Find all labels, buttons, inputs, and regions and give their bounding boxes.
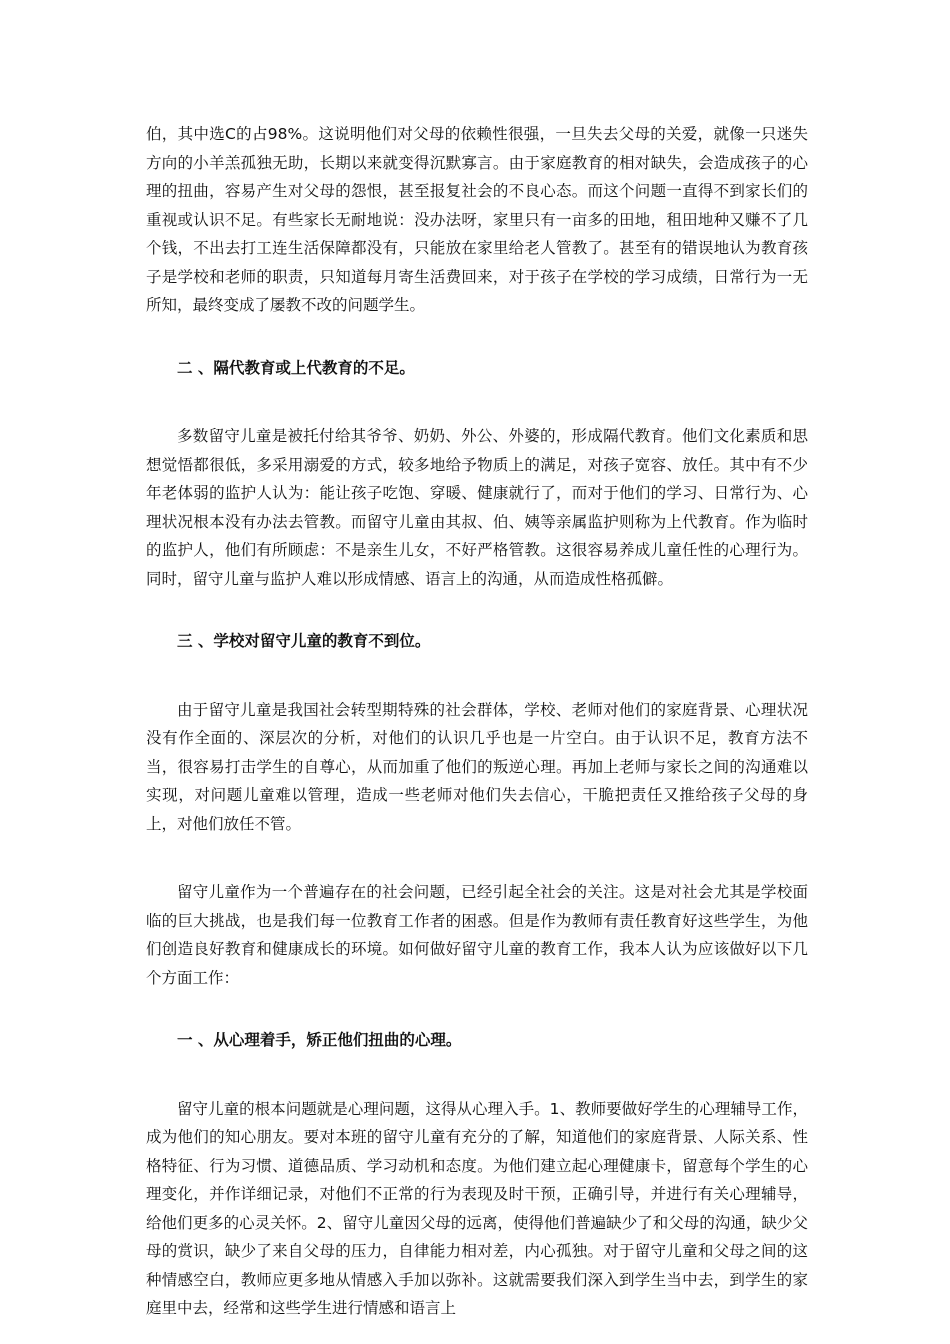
- body-paragraph: 留守儿童的根本问题就是心理问题，这得从心理入手。1、教师要做好学生的心理辅导工作，成为他们的知心朋友。要对本班的留守儿童有充分的了解，知道他们的家庭背景、人际关系、性格特征、行为习惯、道德品质、学习动机和态度。为他们建立起心理健康卡，留意每个学生的心理变化，并作详细记录，对他们不正常的行为表现及时干预，正确引导，并进行有关心理辅导，给他们更多的心灵关怀。2、留守儿童因父母的远离，使得他们普遍缺少了和父母的沟通，缺少父母的赏识，缺少了来自父母的压力，自律能力相对差，内心孤独。对于留守儿童和父母之间的这种情感空白，教师应更多地从情感入手加以弥补。这就需要我们深入到学生当中去，到学生的家庭里中去，经常和这些学生进行情感和语言上: [146, 1099, 808, 1317]
- spacer: [146, 593, 808, 627]
- spacer: [146, 992, 808, 1026]
- spacer: [146, 838, 808, 878]
- spacer: [146, 656, 808, 696]
- spacer: [146, 1055, 808, 1095]
- body-paragraph: 由于留守儿童是我国社会转型期特殊的社会群体，学校、老师对他们的家庭背景、心理状况没有作全面的、深层次的分析，对他们的认识几乎也是一片空白。由于认识不足，教育方法不当，很容易打击学生的自尊心，从而加重了他们的叛逆心理。再加上老师与家长之间的沟通难以实现，对问题儿童难以管理，造成一些老师对他们失去信心，干脆把责任又推给孩子父母的身上，对他们放任不管。: [146, 700, 808, 833]
- spacer: [146, 382, 808, 422]
- section-heading: 二 、隔代教育或上代教育的不足。: [177, 358, 415, 377]
- section-heading: 三 、学校对留守儿童的教育不到位。: [177, 632, 431, 650]
- body-paragraph: 多数留守儿童是被托付给其爷爷、奶奶、外公、外婆的，形成隔代教育。他们文化素质和思想觉悟都很低，多采用溺爱的方式，较多地给予物质上的满足，对孩子宽容、放任。其中有不少年老体弱的监护人认为：能让孩子吃饱、穿暖、健康就行了，而对于他们的学习、日常行为、心理状况根本没有办法去管教。而留守儿童由其叔、伯、姨等亲属监护则称为上代教育。作为临时的监护人，他们有所顾虑：不是亲生儿女，不好严格管教。这很容易养成儿童任性的心理行为。同时，留守儿童与监护人难以形成情感、语言上的沟通，从而造成性格孤僻。: [146, 427, 808, 588]
- body-paragraph: 伯，其中选C的占98%。这说明他们对父母的依赖性很强，一旦失去父母的关爱，就像一只迷失方向的小羊羔孤独无助，长期以来就变得沉默寡言。由于家庭教育的相对缺失，会造成孩子的心理的扭曲，容易产生对父母的怨恨，甚至报复社会的不良心态。而这个问题一直得不到家长们的重视或认识不足。有些家长无耐地说：没办法呀，家里只有一亩多的田地，租田地种又赚不了几个钱，不出去打工连生活保障都没有，只能放在家里给老人管教了。甚至有的错误地认为教育孩子是学校和老师的职责，只知道每月寄生活费回来，对于孩子在学校的学习成绩，日常行为一无所知，最终变成了屡教不改的问题学生。: [146, 125, 808, 314]
- body-paragraph: 留守儿童作为一个普遍存在的社会问题，已经引起全社会的关注。这是对社会尤其是学校面临的巨大挑战，也是我们每一位教育工作者的困惑。但是作为教师有责任教育好这些学生，为他们创造良好教育和健康成长的环境。如何做好留守儿童的教育工作，我本人认为应该做好以下几个方面工作：: [146, 883, 808, 987]
- section-heading: 一 、从心理着手，矫正他们扭曲的心理。: [177, 1031, 462, 1049]
- spacer: [146, 320, 808, 354]
- document-page: [146, 120, 808, 1323]
